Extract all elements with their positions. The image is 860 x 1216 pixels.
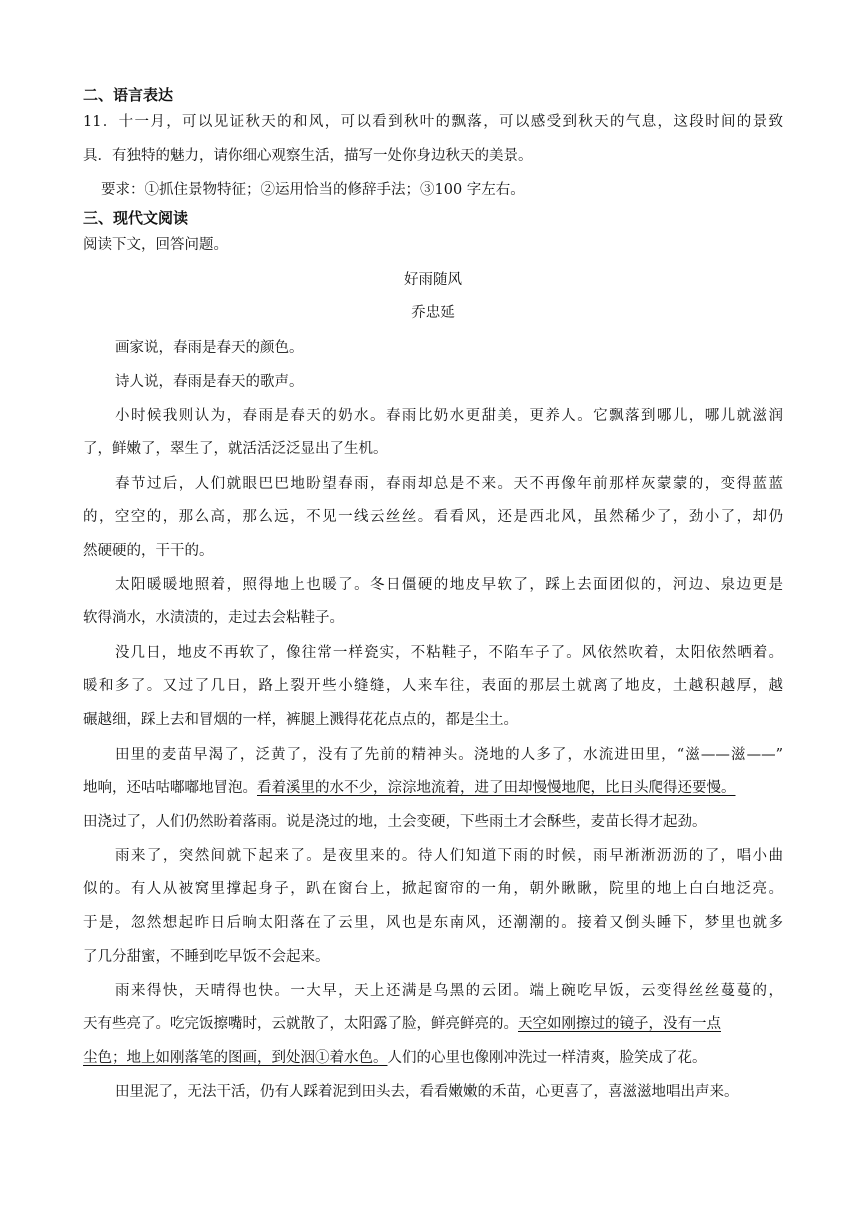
reading-instruction: 阅读下文，回答问题。 [83, 237, 228, 253]
paragraph-5-line-2: 软得淌水，水渍渍的，走过去会粘鞋子。 [83, 610, 344, 626]
paragraph-4-line-2: 的，空空的，那么高，那么远，不见一线云丝丝。看看风，还是西北风，虽然稀少了，劲小了，却仍 [83, 509, 783, 525]
section-heading-language-expression: 二、语言表达 [83, 86, 174, 104]
article-title: 好雨随风 [404, 272, 462, 288]
paragraph-7-line-1: 田里的麦苗早渴了，泛黄了，没有了先前的精神头。浇地的人多了，水流进田里，“滋——滋——” [115, 747, 783, 763]
paragraph-7-line-2-text: 地响，还咕咕嘟嘟地冒泡。 [83, 780, 257, 796]
underlined-sentence-water-crawling: 看着溪里的水不少，淙淙地流着，进了田却慢慢地爬，比日头爬得还要慢。 [257, 780, 736, 796]
question-11-requirement: 要求：①抓住景物特征；②运用恰当的修辞手法；③100 字左右。 [101, 182, 525, 198]
article-author: 乔忠延 [411, 305, 455, 321]
paragraph-8-line-2: 似的。有人从被窝里撑起身子，趴在窗台上，掀起窗帘的一角，朝外瞅瞅，院里的地上白白地泛亮。 [83, 881, 783, 897]
paragraph-9-line-3-text: 人们的心里也像刚冲洗过一样清爽，脸笑成了花。 [387, 1050, 707, 1066]
paragraph-7-line-3: 田浇过了，人们仍然盼着落雨。说是浇过的地，土会变硬，下些雨土才会酥些，麦苗长得才起劲。 [83, 814, 707, 830]
underlined-sentence-sky-mirror: 天空如刚擦过的镜子，没有一点 [518, 1016, 721, 1032]
paragraph-7-line-2 [83, 778, 783, 798]
paragraph-9-line-1: 雨来得快，天晴得也快。一大早，天上还满是乌黑的云团。端上碗吃早饭，云变得丝丝蔓蔓的， [115, 983, 783, 999]
paragraph-8-line-3: 于是，忽然想起昨日后晌太阳落在了云里，风也是东南风，还潮潮的。接着又倒头睡下，梦里也就多 [83, 915, 783, 931]
paragraph-2: 诗人说，春雨是春天的歌声。 [115, 374, 304, 390]
section-heading-modern-reading: 三、现代文阅读 [83, 209, 189, 227]
paragraph-5-line-1: 太阳暖暖地照着，照得地上也暖了。冬日僵硬的地皮早软了，踩上去面团似的，河边、泉边更是 [115, 577, 783, 593]
paragraph-3-line-2: 了，鲜嫩了，翠生了，就活活泛泛显出了生机。 [83, 441, 388, 457]
underlined-sentence-ground-painting: 尘色；地上如刚落笔的图画，到处洇①着水色。 [83, 1050, 388, 1066]
paragraph-1: 画家说，春雨是春天的颜色。 [115, 340, 304, 356]
paragraph-6-line-1: 没几日，地皮不再软了，像往常一样瓷实，不粘鞋子，不陷车子了。风依然吹着，太阳依然晒着。 [115, 645, 783, 661]
paragraph-9-line-2-text: 天有些亮了。吃完饭擦嘴时，云就散了，太阳露了脸，鲜亮鲜亮的。 [83, 1016, 518, 1032]
paragraph-6-line-3: 碾越细，踩上去和冒烟的一样，裤腿上溅得花花点点的，都是尘土。 [83, 712, 518, 728]
paragraph-4-line-1: 春节过后，人们就眼巴巴地盼望春雨，春雨却总是不来。天不再像年前那样灰蒙蒙的，变得蓝蓝 [115, 476, 783, 492]
paragraph-8-line-1: 雨来了，突然间就下起来了。是夜里来的。待人们知道下雨的时候，雨早淅淅沥沥的了，唱小曲 [115, 848, 783, 864]
question-11-line-2: 具．有独特的魅力，请你细心观察生活，描写一处你身边秋天的美景。 [83, 148, 533, 164]
paragraph-9-line-2 [83, 1014, 783, 1034]
paragraph-9-line-3 [83, 1048, 783, 1068]
question-11-line-1: 11．十一月，可以见证秋天的和风，可以看到秋叶的飘落，可以感受到秋天的气息，这段时间的景致 [83, 114, 783, 130]
paragraph-6-line-2: 暖和多了。又过了几日，路上裂开些小缝缝，人来车往，表面的那层土就离了地皮，土越积越厚，越 [83, 678, 783, 694]
paragraph-10-line-1: 田里泥了，无法干活，仍有人踩着泥到田头去，看看嫩嫩的禾苗，心更喜了，喜滋滋地唱出声来。 [115, 1084, 739, 1100]
paragraph-4-line-3: 然硬硬的，干干的。 [83, 543, 214, 559]
paragraph-3-line-1: 小时候我则认为，春雨是春天的奶水。春雨比奶水更甜美，更养人。它飘落到哪儿，哪儿就滋润 [115, 408, 783, 424]
paragraph-8-line-4: 了几分甜蜜，不睡到吃早饭不会起来。 [83, 949, 330, 965]
